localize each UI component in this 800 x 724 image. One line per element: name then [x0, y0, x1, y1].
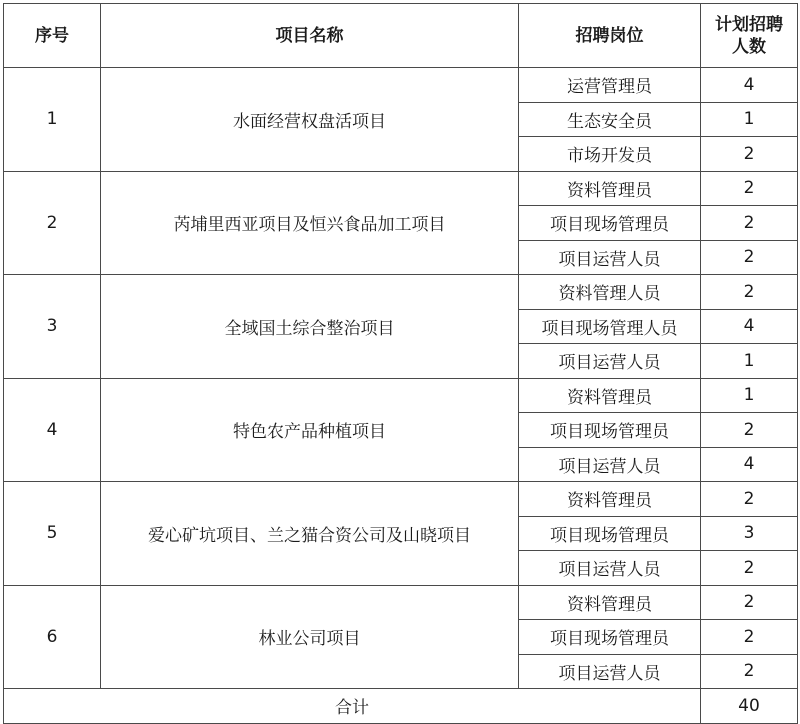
position-cell: 项目现场管理员: [519, 413, 701, 448]
count-cell: 2: [701, 620, 798, 655]
count-cell: 2: [701, 585, 798, 620]
count-cell: 1: [701, 344, 798, 379]
group-seq: 3: [4, 275, 101, 379]
count-cell: 2: [701, 206, 798, 241]
group-seq: 4: [4, 378, 101, 482]
position-cell: 项目运营人员: [519, 551, 701, 586]
position-cell: 项目运营人员: [519, 447, 701, 482]
header-position: 招聘岗位: [519, 4, 701, 68]
header-planned-count-line1: 计划招聘: [715, 14, 783, 35]
position-cell: 项目现场管理员: [519, 206, 701, 241]
count-cell: 1: [701, 102, 798, 137]
count-cell: 2: [701, 654, 798, 689]
position-cell: 资料管理人员: [519, 275, 701, 310]
position-cell: 资料管理员: [519, 482, 701, 517]
position-cell: 资料管理员: [519, 171, 701, 206]
total-count: 40: [701, 689, 798, 724]
position-cell: 项目现场管理员: [519, 516, 701, 551]
table-row: [4, 275, 798, 310]
header-planned-count-line2: 人数: [732, 36, 766, 57]
count-cell: 4: [701, 309, 798, 344]
header-project-name: 项目名称: [101, 4, 519, 68]
count-cell: 4: [701, 447, 798, 482]
table-row: [4, 378, 798, 413]
position-cell: 资料管理员: [519, 585, 701, 620]
position-cell: 生态安全员: [519, 102, 701, 137]
total-row: [4, 689, 798, 724]
position-cell: 市场开发员: [519, 137, 701, 172]
count-cell: 2: [701, 171, 798, 206]
count-cell: 2: [701, 413, 798, 448]
count-cell: 2: [701, 240, 798, 275]
table-row: [4, 585, 798, 620]
group-project-name: 全域国土综合整治项目: [101, 275, 519, 379]
recruitment-table: [3, 3, 798, 724]
position-cell: 项目现场管理人员: [519, 309, 701, 344]
group-project-name: 林业公司项目: [101, 585, 519, 689]
count-cell: 1: [701, 378, 798, 413]
count-cell: 2: [701, 275, 798, 310]
position-cell: 项目运营人员: [519, 344, 701, 379]
header-seq: 序号: [4, 4, 101, 68]
count-cell: 2: [701, 482, 798, 517]
count-cell: 2: [701, 137, 798, 172]
count-cell: 3: [701, 516, 798, 551]
group-project-name: 芮埔里西亚项目及恒兴食品加工项目: [101, 171, 519, 275]
group-seq: 2: [4, 171, 101, 275]
group-seq: 6: [4, 585, 101, 689]
position-cell: 项目运营人员: [519, 654, 701, 689]
position-cell: 运营管理员: [519, 68, 701, 103]
group-seq: 5: [4, 482, 101, 586]
table-row: [4, 171, 798, 206]
position-cell: 项目运营人员: [519, 240, 701, 275]
header-row: [4, 4, 798, 68]
header-planned-count: [701, 4, 798, 68]
position-cell: 资料管理员: [519, 378, 701, 413]
table-row: [4, 68, 798, 103]
position-cell: 项目现场管理员: [519, 620, 701, 655]
group-project-name: 水面经营权盘活项目: [101, 68, 519, 172]
group-project-name: 特色农产品种植项目: [101, 378, 519, 482]
table-row: [4, 482, 798, 517]
count-cell: 4: [701, 68, 798, 103]
count-cell: 2: [701, 551, 798, 586]
total-label: 合计: [4, 689, 701, 724]
group-project-name: 爱心矿坑项目、兰之猫合资公司及山晓项目: [101, 482, 519, 586]
group-seq: 1: [4, 68, 101, 172]
